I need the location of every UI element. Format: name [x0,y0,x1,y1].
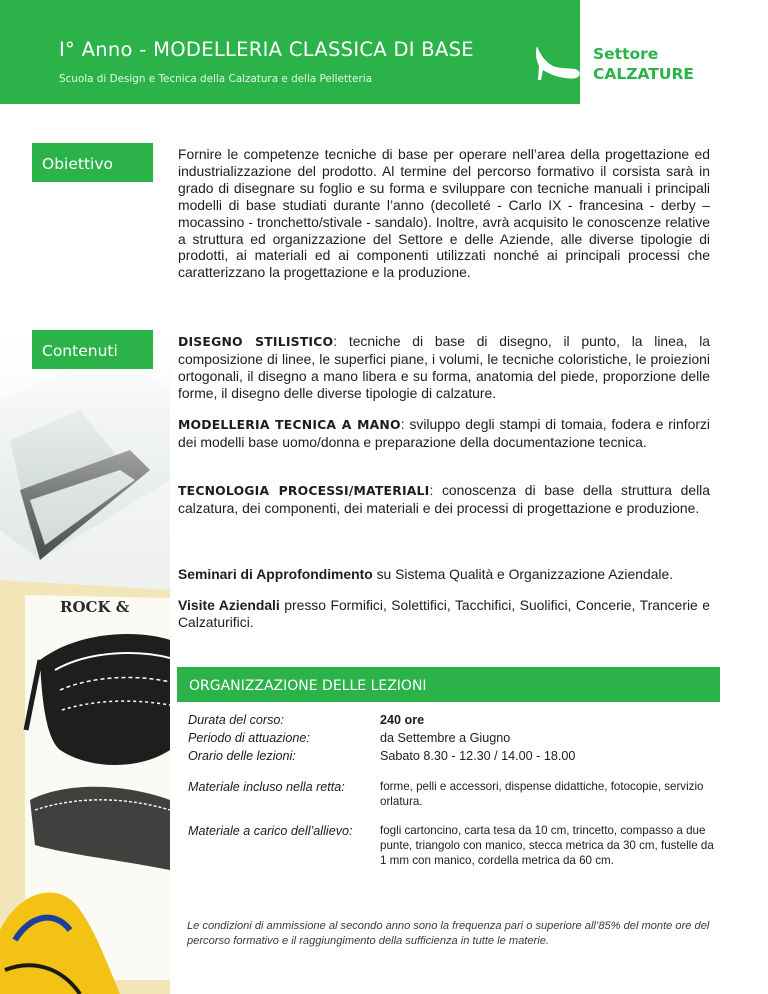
content-item-text: : tecniche di base di disegno, il punto, la linea, la composizione di linee, le superfici piane, i volumi, le tecniche coloristiche, le proiezioni ortogonali, il disegno a mano libera e su forma, anatomia del piede, proporzione delle forme, il disegno delle diverse tipologie di calzature. [178,333,711,401]
school-subtitle: Scuola di Design e Tecnica della Calzatura e della Pelletteria [59,73,373,85]
org-value: 240 ore [380,713,425,727]
org-value: forme, pelli e accessori, dispense didattiche, fotocopie, servizio orlatura. [380,780,704,808]
section-label-contenuti: Contenuti [32,330,153,369]
seminari-text: su Sistema Qualità e Organizzazione Aziendale. [372,566,674,582]
shoe-sketch-illustration [0,330,170,994]
visite-line [178,597,710,631]
visite-text: presso Formifici, Solettifici, Tacchifici, Suolifici, Concerie, Trancerie e Calzaturifici. [178,597,710,630]
org-label: Materiale a carico dell’allievo: [188,824,353,838]
content-item-title: MODELLERIA TECNICA A MANO [178,417,401,432]
organizzazione-title: ORGANIZZAZIONE DELLE LEZIONI [177,667,720,702]
content-item-title: DISEGNO STILISTICO [178,334,334,349]
org-label: Materiale incluso nella retta: [188,780,345,794]
high-heel-shoe-icon [531,44,583,82]
org-value: Sabato 8.30 - 12.30 / 14.00 - 18.00 [380,749,576,763]
content-item-modelleria [178,416,710,451]
sector-label: Settore [593,45,659,63]
section-label-obiettivo: Obiettivo [32,143,153,182]
seminari-title: Seminari di Approfondimento [178,566,373,582]
obiettivo-text: Fornire le competenze tecniche di base per operare nell’area della progettazione ed industrializzazione del prodotto. Al termine del percorso formativo il corsista sarà in grado di disegnare su foglio e su forma e sviluppare con tecniche manuali i principali modelli di base studiati durante l’anno (decolleté - Carlo IX - francesina - derby – mocassino - tronchetto/stivale - sandalo). Inoltre, avrà acquisito le conoscenze relative a struttura ed organizzazione del Settore e delle Aziende, alle diverse tipologie di prodotti, ai materiali ed ai componenti utilizzati nonché ai principali processi che caratterizzano la progettazione e la produzione. [178,146,710,281]
org-label: Durata del corso: [188,713,284,727]
content-item-disegno [178,333,710,402]
admission-footnote: Le condizioni di ammissione al secondo anno sono la frequenza pari o superiore all’85% del monte ore del percorso formativo e il raggiungimento della sufficienza in tutte le materie. [187,920,710,947]
org-value: fogli cartoncino, carta tesa da 10 cm, trincetto, compasso a due punte, triangolo con manico, stecca metrica da 30 cm, fustelle da 1 mm con manico, cordella metrica da 60 cm. [380,824,714,867]
sector-name: CALZATURE [593,65,694,83]
content-item-text: : sviluppo degli stampi di tomaia, fodera e rinforzi dei modelli base uomo/donna e preparazione della documentazione tecnica. [178,416,710,450]
content-item-tecnologia [178,482,710,517]
org-label: Orario delle lezioni: [188,749,296,763]
content-item-title: TECNOLOGIA PROCESSI/MATERIALI [178,483,430,498]
visite-title: Visite Aziendali [178,597,280,613]
content-item-text: : conoscenza di base della struttura della calzatura, dei componenti, dei materiali e dei processi di progettazione e produzione. [178,482,710,516]
org-value: da Settembre a Giugno [380,731,511,745]
org-label: Periodo di attuazione: [188,731,310,745]
sector-box [580,0,768,104]
organizzazione-panel [177,667,720,909]
page-title: I° Anno - MODELLERIA CLASSICA DI BASE [59,38,474,61]
seminari-line [178,566,710,583]
